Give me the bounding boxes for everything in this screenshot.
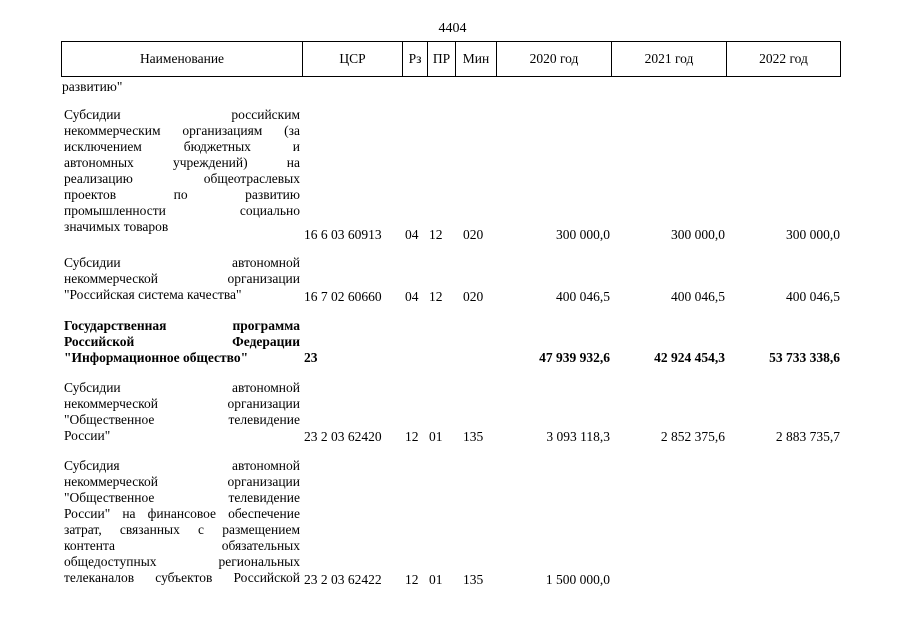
row-name: [64, 318, 300, 366]
name-line: "Общественное телевидение: [64, 490, 300, 505]
header-name: Наименование: [139, 51, 225, 66]
cell-min: 020: [463, 289, 484, 304]
cell-2021: 42 924 454,3: [654, 350, 725, 365]
cell-rz: 12: [405, 429, 419, 444]
name-line: проектов по развитию: [64, 187, 300, 202]
cell-2020: 1 500 000,0: [545, 572, 610, 587]
name-line: промышленности социально: [64, 203, 300, 218]
header-csr: ЦСР: [302, 42, 402, 76]
cell-2020: 400 046,5: [556, 289, 610, 304]
cell-2020: 300 000,0: [556, 227, 610, 242]
cell-2022: 400 046,5: [786, 289, 840, 304]
name-line: некоммерческой организации: [64, 474, 300, 489]
name-line: России" на финансовое обеспечение: [64, 506, 300, 521]
header-2020: 2020 год: [496, 42, 611, 76]
name-line: некоммерческой организации: [64, 396, 300, 411]
cell-2020: 3 093 118,3: [546, 429, 610, 444]
name-line: некоммерческим организациям (за: [64, 123, 300, 138]
name-line: "Общественное телевидение: [64, 412, 300, 427]
name-line: Российской Федерации: [64, 334, 300, 349]
name-line: общедоступных региональных: [64, 554, 300, 569]
row-name: [64, 107, 300, 235]
cell-min: 135: [463, 572, 484, 587]
name-line: автономных учреждений) на: [64, 155, 300, 170]
cell-csr: 23 2 03 62422: [304, 572, 382, 587]
header-2022: 2022 год: [726, 42, 840, 76]
name-line: Субсидии автономной: [64, 255, 300, 270]
name-line: некоммерческой организации: [64, 271, 300, 286]
cell-pr: 12: [429, 227, 443, 242]
cell-pr: 12: [429, 289, 443, 304]
page-number: 4404: [438, 21, 467, 36]
continuation-text: развитию": [62, 79, 123, 94]
cell-csr: 23 2 03 62420: [304, 429, 382, 444]
header-min: Мин: [455, 42, 496, 76]
name-line: "Информационное общество": [64, 350, 249, 365]
table-header: [61, 41, 841, 77]
name-line: значимых товаров: [64, 219, 169, 234]
cell-2021: 300 000,0: [671, 227, 725, 242]
cell-2021: 400 046,5: [671, 289, 725, 304]
cell-csr: 16 7 02 60660: [304, 289, 382, 304]
header-pr: ПР: [427, 42, 455, 76]
cell-2022: 2 883 735,7: [775, 429, 840, 444]
header-rz: Рз: [402, 42, 427, 76]
header-2021: 2021 год: [611, 42, 726, 76]
name-line: исключением бюджетных и: [64, 139, 300, 154]
cell-pr: 01: [429, 572, 443, 587]
name-line: телеканалов субъектов Российской: [64, 570, 300, 585]
cell-2021: 2 852 375,6: [660, 429, 725, 444]
cell-min: 020: [463, 227, 484, 242]
row-name: [64, 255, 300, 303]
cell-2020: 47 939 932,6: [539, 350, 610, 365]
cell-rz: 04: [405, 289, 419, 304]
cell-csr: 16 6 03 60913: [304, 227, 382, 242]
row-name: [64, 458, 300, 586]
name-line: контента обязательных: [64, 538, 300, 553]
name-line: Субсидии российским: [64, 107, 300, 122]
row-name: [64, 380, 300, 444]
name-line: "Российская система качества": [64, 287, 242, 302]
cell-min: 135: [463, 429, 484, 444]
cell-2022: 300 000,0: [786, 227, 840, 242]
name-line: Субсидия автономной: [64, 458, 300, 473]
name-line: затрат, связанных с размещением: [64, 522, 300, 537]
cell-rz: 04: [405, 227, 419, 242]
cell-pr: 01: [429, 429, 443, 444]
name-line: Государственная программа: [64, 318, 300, 333]
name-line: реализацию общеотраслевых: [64, 171, 300, 186]
name-line: России": [64, 428, 111, 443]
cell-rz: 12: [405, 572, 419, 587]
name-line: Субсидии автономной: [64, 380, 300, 395]
cell-2022: 53 733 338,6: [769, 350, 840, 365]
cell-csr: 23: [304, 350, 318, 365]
